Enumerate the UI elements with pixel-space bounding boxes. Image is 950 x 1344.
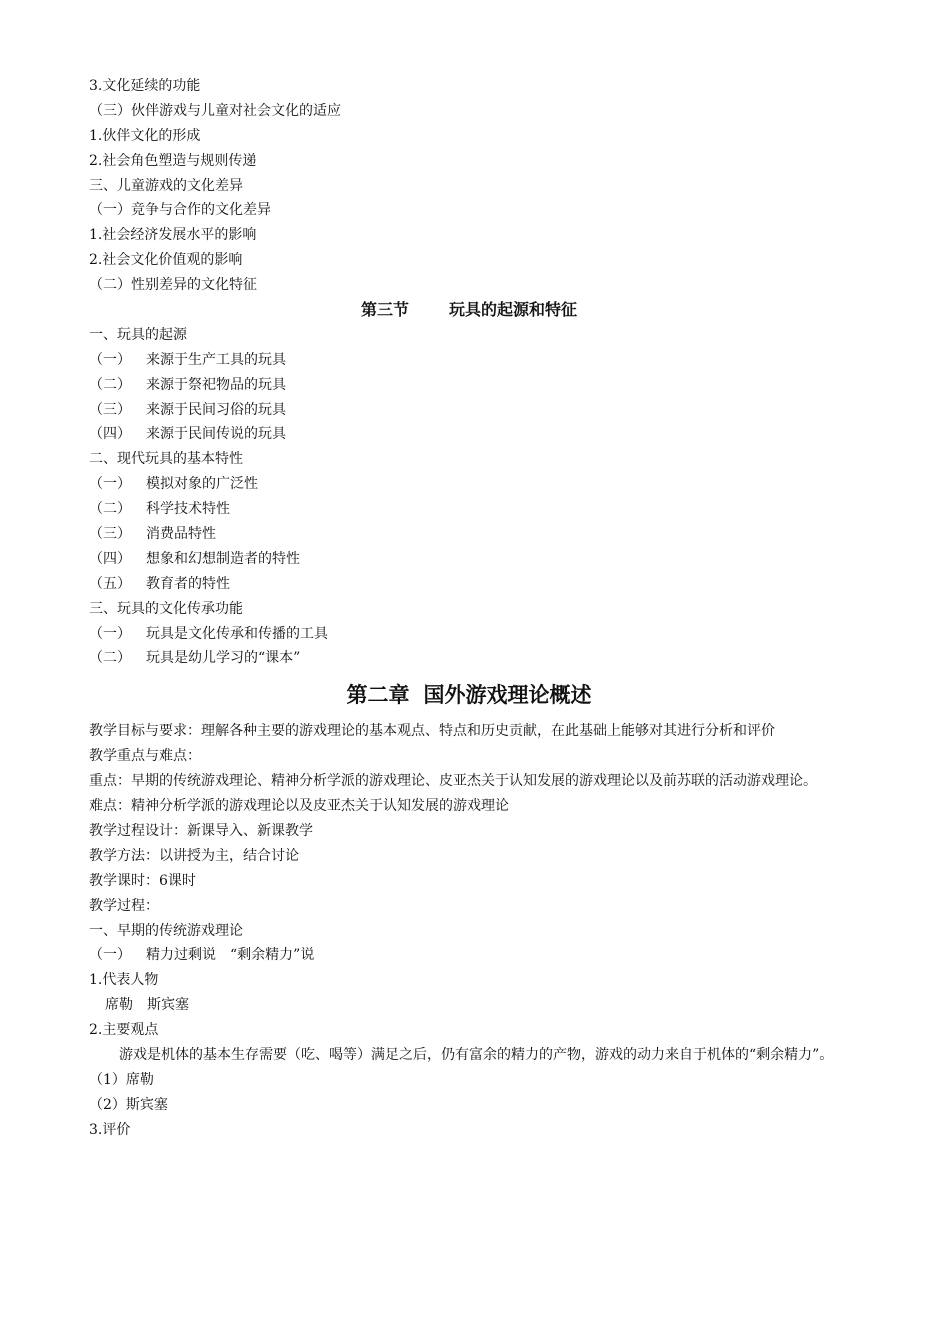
list-item: （一） 玩具是文化传承和传播的工具 [89, 625, 328, 642]
list-item: （五） 教育者的特性 [89, 575, 230, 592]
text-line: 2.主要观点 [89, 1022, 159, 1039]
document-page [89, 74, 849, 1143]
text-line: 1.伙伴文化的形成 [89, 127, 201, 144]
key-points-text: 早期的传统游戏理论、精神分析学派的游戏理论、皮亚杰关于认知发展的游戏理论以及前苏联的活动游戏理论。 [131, 773, 817, 790]
paragraph: 游戏是机体的基本生存需要（吃、喝等）满足之后，仍有富余的精力的产物，游戏的动力来自于机体的“剩余精力”。 [119, 1046, 834, 1063]
list-item: （二） 玩具是幼儿学习的“课本” [89, 650, 301, 667]
text-line: 难点：精神分析学派的游戏理论以及皮亚杰关于认知发展的游戏理论 [89, 798, 509, 815]
text-line: 教学过程： [89, 897, 159, 914]
text-line: 席勒 斯宾塞 [105, 997, 189, 1014]
list-item: （一） 模拟对象的广泛性 [89, 476, 258, 493]
list-item: （1）席勒 [89, 1071, 154, 1088]
list-item: （二） 来源于祭祀物品的玩具 [89, 376, 286, 393]
text-line: 3.文化延续的功能 [89, 78, 201, 94]
list-item: （一） 精力过剩说 “剩余精力”说 [89, 947, 315, 964]
list-item: （2）斯宾塞 [89, 1096, 168, 1113]
text-line: 教学重点与难点： [89, 748, 201, 765]
list-item: （一） 来源于生产工具的玩具 [89, 351, 286, 368]
text-line: 2.社会文化价值观的影响 [89, 252, 243, 269]
section-heading [89, 298, 849, 323]
text-line: （二）性别差异的文化特征 [89, 277, 257, 294]
key-points-label: 重点： [89, 773, 131, 790]
objectives-label: 教学目标与要求： [89, 723, 201, 740]
chapter-number: 第二章 [346, 683, 410, 708]
objectives-paragraph [89, 719, 849, 744]
text-line: 教学方法：以讲授为主，结合讨论 [89, 847, 299, 864]
chapter-title: 国外游戏理论概述 [423, 683, 592, 708]
subheading: 一、玩具的起源 [89, 326, 187, 343]
list-item: （四） 来源于民间传说的玩具 [89, 426, 286, 443]
section-number: 第三节 [360, 300, 409, 320]
key-points-paragraph [89, 769, 849, 794]
text-line: （一）竞争与合作的文化差异 [89, 202, 271, 219]
subheading: 三、玩具的文化传承功能 [89, 600, 243, 617]
list-item: （二） 科学技术特性 [89, 501, 230, 518]
section-title: 玩具的起源和特征 [449, 300, 578, 320]
text-line: （三）伙伴游戏与儿童对社会文化的适应 [89, 102, 341, 119]
text-line: 1.代表人物 [89, 972, 159, 989]
subheading: 二、现代玩具的基本特性 [89, 451, 243, 468]
list-item: （三） 消费品特性 [89, 526, 216, 543]
objectives-text: 理解各种主要的游戏理论的基本观点、特点和历史贡献，在此基础上能够对其进行分析和评价 [201, 723, 775, 740]
chapter-heading [89, 671, 849, 719]
text-line: 2.社会角色塑造与规则传递 [89, 152, 257, 169]
text-line: 3.评价 [89, 1121, 131, 1138]
list-item: （四） 想象和幻想制造者的特性 [89, 550, 300, 567]
text-line: 教学课时：6课时 [89, 872, 196, 889]
subheading: 一、早期的传统游戏理论 [89, 922, 243, 939]
text-line: 1.社会经济发展水平的影响 [89, 227, 257, 244]
text-line: 教学过程设计：新课导入、新课教学 [89, 822, 313, 839]
list-item: （三） 来源于民间习俗的玩具 [89, 401, 286, 418]
text-line: 三、儿童游戏的文化差异 [89, 177, 243, 194]
